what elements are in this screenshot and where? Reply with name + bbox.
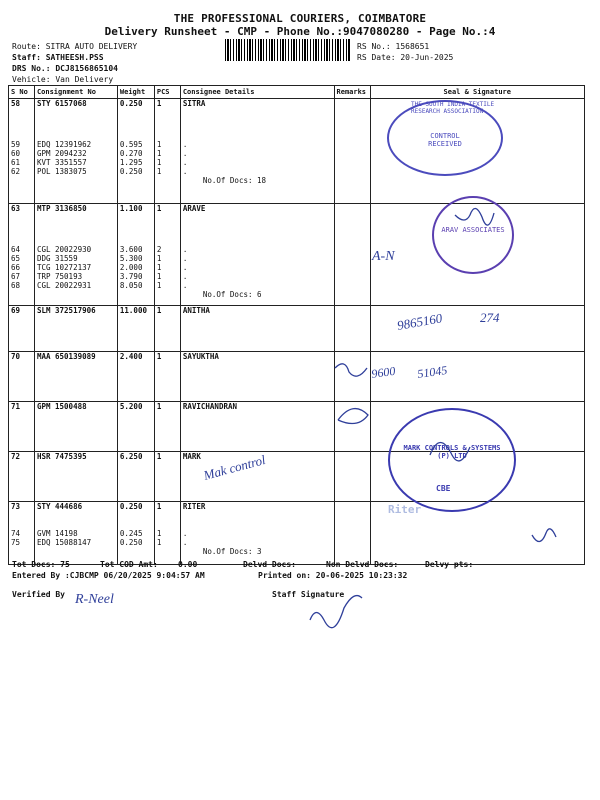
cell-text: . bbox=[182, 167, 188, 176]
cell-text: 59 bbox=[11, 140, 21, 149]
cell-text: 63 bbox=[11, 204, 21, 213]
riter-stamp-text: Riter bbox=[388, 503, 422, 516]
arav-stamp-text: ARAV ASSOCIATES bbox=[441, 226, 505, 234]
cell-text: KVT 3351557 bbox=[36, 158, 87, 167]
cell-text: CGL 20022930 bbox=[36, 245, 92, 254]
staff-text: Staff: SATHEESH.PSS bbox=[12, 53, 104, 62]
signature-scribble-5 bbox=[532, 529, 556, 542]
cell-text: 1 bbox=[156, 149, 162, 158]
sitra-stamp-inner: CONTROL RECEIVED bbox=[428, 132, 462, 148]
mark-stamp-inner: CBE bbox=[436, 484, 451, 493]
cell-text: 1.295 bbox=[119, 158, 143, 167]
cell-text: . bbox=[182, 263, 188, 272]
runsheet-title: THE PROFESSIONAL COURIERS, COIMBATORE bbox=[173, 12, 427, 25]
cell-text: 67 bbox=[11, 272, 21, 281]
cell-text: 1 bbox=[156, 538, 162, 547]
cell-text: 1 bbox=[156, 502, 162, 511]
cell-text: MARK bbox=[182, 452, 201, 461]
cell-text: MTP 3136850 bbox=[36, 204, 87, 213]
cell-text: GPM 1500488 bbox=[36, 402, 87, 411]
cell-text: 69 bbox=[11, 306, 21, 315]
cell-text: . bbox=[182, 538, 188, 547]
cell-text: STY 6157068 bbox=[36, 99, 87, 108]
cell-text: RITER bbox=[182, 502, 206, 511]
cell-text: 2 bbox=[156, 245, 162, 254]
cell-text: 62 bbox=[11, 167, 21, 176]
handwritten-verifier: R-Neel bbox=[75, 592, 114, 607]
mark-stamp-text: MARK CONTROLS & SYSTEMS (P) LTD bbox=[403, 444, 501, 460]
cell-text: 0.595 bbox=[119, 140, 143, 149]
cell-text: STY 444686 bbox=[36, 502, 83, 511]
cell-text: . bbox=[182, 245, 188, 254]
cell-text: 1 bbox=[156, 529, 162, 538]
cell-text: 73 bbox=[11, 502, 21, 511]
no-of-docs: No.Of Docs: 6 bbox=[202, 290, 262, 299]
cell-text: EDQ 15088147 bbox=[36, 538, 92, 547]
cell-text: 2.400 bbox=[119, 352, 143, 361]
cell-text: 1 bbox=[156, 452, 162, 461]
rs-date-text: RS Date: 20-Jun-2025 bbox=[357, 53, 454, 62]
cell-text: 0.250 bbox=[119, 538, 143, 547]
cell-text: . bbox=[182, 254, 188, 263]
signature-scribble-1 bbox=[455, 208, 494, 225]
cell-text: 58 bbox=[11, 99, 21, 108]
handwritten-9600: 9600 bbox=[370, 363, 397, 381]
cell-text: 1 bbox=[156, 352, 162, 361]
tot-docs: Tot Docs: 75 bbox=[12, 560, 70, 569]
cell-text: 1 bbox=[156, 263, 162, 272]
cell-text: SITRA bbox=[182, 99, 206, 108]
cell-text: 68 bbox=[11, 281, 21, 290]
staff-signature: Staff Signature bbox=[272, 590, 345, 599]
cell-text: SAYUKTHA bbox=[182, 352, 219, 361]
cell-text: 0.250 bbox=[119, 99, 143, 108]
signature-scribble-3 bbox=[338, 409, 368, 424]
cell-text: SLM 372517906 bbox=[36, 306, 96, 315]
cell-text: GPM 2094232 bbox=[36, 149, 87, 158]
cell-text: 5.200 bbox=[119, 402, 143, 411]
cell-text: . bbox=[182, 529, 188, 538]
cell-text: 8.050 bbox=[119, 281, 143, 290]
cell-text: . bbox=[182, 158, 188, 167]
col-consignment: Consignment No bbox=[34, 86, 117, 99]
delvd-docs: Delvd Docs: bbox=[243, 560, 296, 569]
cell-text: 2.000 bbox=[119, 263, 143, 272]
runsheet-subtitle: Delivery Runsheet - CMP - Phone No.:9047080280 - Page No.:4 bbox=[104, 25, 496, 38]
cell-text: TCG 10272137 bbox=[36, 263, 92, 272]
cell-text: 61 bbox=[11, 158, 21, 167]
drs-text: DRS No.: DCJ8156865104 bbox=[12, 64, 118, 73]
cell-text: TRP 750193 bbox=[36, 272, 83, 281]
cell-text: 11.000 bbox=[119, 306, 147, 315]
no-of-docs: No.Of Docs: 3 bbox=[202, 547, 262, 556]
cell-text: . bbox=[182, 272, 188, 281]
cell-text: 1 bbox=[156, 167, 162, 176]
handwritten-51045: 51045 bbox=[416, 362, 449, 381]
handwritten-mak-control: Mak control bbox=[201, 451, 268, 483]
tot-cod-value: 0.00 bbox=[178, 560, 198, 569]
cell-text: 65 bbox=[11, 254, 21, 263]
cell-text: . bbox=[182, 281, 188, 290]
cell-text: 1 bbox=[156, 306, 162, 315]
cell-text: . bbox=[182, 149, 188, 158]
cell-text: 6.250 bbox=[119, 452, 143, 461]
handwritten-num-274: 274 bbox=[480, 310, 500, 325]
cell-text: 74 bbox=[11, 529, 21, 538]
cell-text: 75 bbox=[11, 538, 21, 547]
col-consignee: Consignee Details bbox=[180, 86, 334, 99]
col-sno: S No bbox=[9, 86, 35, 99]
tot-cod-label: Tot COD Amt: bbox=[100, 560, 158, 569]
cell-text: 1 bbox=[156, 402, 162, 411]
cell-text: 1.100 bbox=[119, 204, 143, 213]
route-text: Route: SITRA AUTO DELIVERY bbox=[12, 42, 138, 51]
cell-text: 64 bbox=[11, 245, 21, 254]
cell-text: DDG 31559 bbox=[36, 254, 78, 263]
cell-text: 72 bbox=[11, 452, 21, 461]
verified-by: Verified By bbox=[12, 590, 65, 599]
col-remarks: Remarks bbox=[334, 86, 370, 99]
cell-text: 0.270 bbox=[119, 149, 143, 158]
cell-text: 70 bbox=[11, 352, 21, 361]
cell-text: EDQ 12391962 bbox=[36, 140, 92, 149]
col-seal: Seal & Signature bbox=[370, 86, 585, 99]
rs-no-text: RS No.: 1568651 bbox=[357, 42, 430, 51]
entered-by: Entered By :CJBCMP 06/20/2025 9:04:57 AM bbox=[12, 571, 205, 580]
cell-text: 1 bbox=[156, 204, 162, 213]
cell-text: ANITHA bbox=[182, 306, 210, 315]
handwritten-an: A-N bbox=[372, 249, 395, 264]
cell-text: 3.600 bbox=[119, 245, 143, 254]
cell-text: 0.250 bbox=[119, 167, 143, 176]
cell-text: 1 bbox=[156, 158, 162, 167]
cell-text: 5.300 bbox=[119, 254, 143, 263]
cell-text: POL 1383075 bbox=[36, 167, 87, 176]
vehicle-text: Vehicle: Van Delivery bbox=[12, 75, 114, 84]
sitra-stamp-text: THE SOUTH INDIA TEXTILE RESEARCH ASSOCIATION bbox=[411, 101, 495, 115]
cell-text: 1 bbox=[156, 272, 162, 281]
cell-text: . bbox=[182, 140, 188, 149]
col-pcs: PCS bbox=[154, 86, 180, 99]
cell-text: HSR 7475395 bbox=[36, 452, 87, 461]
cell-text: ARAVE bbox=[182, 204, 206, 213]
cell-text: RAVICHANDRAN bbox=[182, 402, 238, 411]
delvy-pts: Delvy pts: bbox=[425, 560, 474, 569]
cell-text: MAA 650139089 bbox=[36, 352, 96, 361]
cell-text: CGL 20022931 bbox=[36, 281, 92, 290]
no-of-docs: No.Of Docs: 18 bbox=[202, 176, 267, 185]
cell-text: 1 bbox=[156, 140, 162, 149]
cell-text: 1 bbox=[156, 99, 162, 108]
cell-text: 3.790 bbox=[119, 272, 143, 281]
cell-text: 0.245 bbox=[119, 529, 143, 538]
signature-scribble-4 bbox=[430, 443, 470, 461]
cell-text: 1 bbox=[156, 254, 162, 263]
col-weight: Weight bbox=[117, 86, 154, 99]
signature-scribble-2 bbox=[335, 364, 367, 376]
cell-text: 66 bbox=[11, 263, 21, 272]
staff-signature-scribble bbox=[310, 596, 362, 628]
cell-text: 71 bbox=[11, 402, 21, 411]
handwritten-phone-1: 9865160 bbox=[395, 310, 444, 333]
cell-text: 1 bbox=[156, 281, 162, 290]
printed-on: Printed on: 20-06-2025 10:23:32 bbox=[258, 571, 408, 580]
non-delvd-docs: Non Delvd Docs: bbox=[326, 560, 399, 569]
cell-text: GVM 14198 bbox=[36, 529, 78, 538]
cell-text: 60 bbox=[11, 149, 21, 158]
cell-text: 0.250 bbox=[119, 502, 143, 511]
